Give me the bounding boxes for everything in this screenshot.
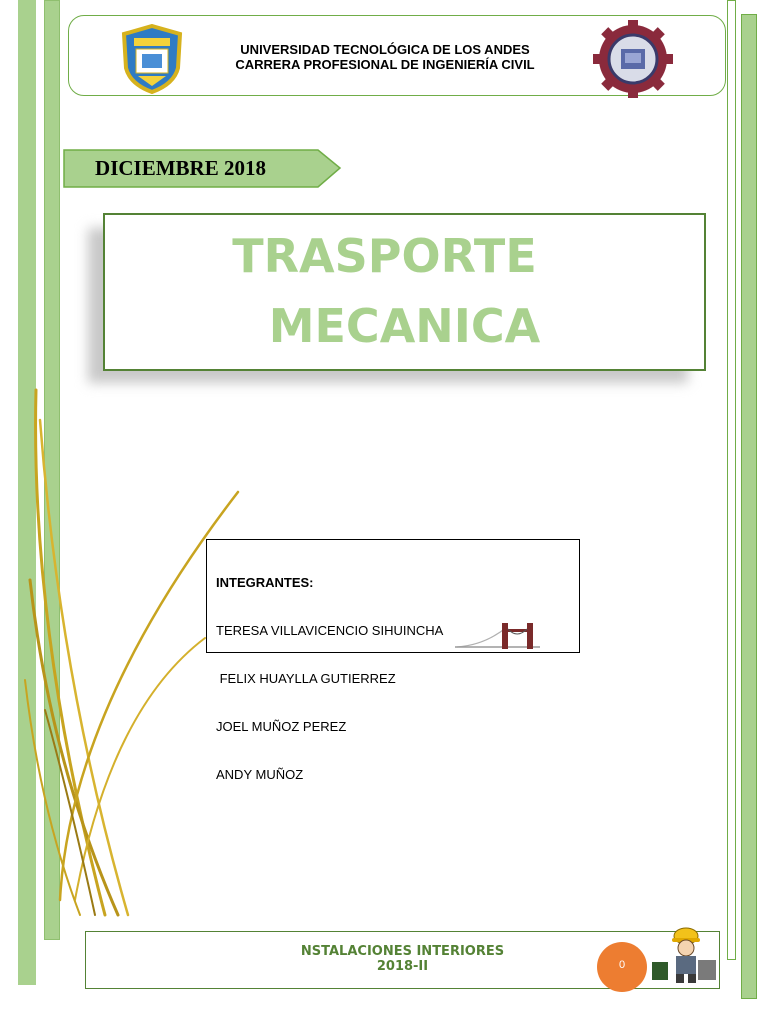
- university-crest-icon: [118, 24, 186, 94]
- title-line-2: MECANICA: [268, 299, 541, 353]
- right-decor-bar-inner: [727, 0, 736, 960]
- page-number-badge: 0: [597, 942, 647, 992]
- members-heading: INTEGRANTES:: [216, 575, 314, 590]
- title-line-1: TRASPORTE: [232, 229, 537, 283]
- member-name: JOEL MUÑOZ PEREZ: [216, 719, 347, 734]
- construction-worker-icon: [650, 924, 718, 984]
- footer-course-name: NSTALACIONES INTERIORES: [300, 944, 505, 959]
- civil-engineering-gear-icon: [590, 20, 676, 98]
- bridge-icon: [455, 615, 540, 651]
- member-name: ANDY MUÑOZ: [216, 767, 304, 782]
- members-list: [216, 543, 443, 799]
- right-decor-bar-outer: [741, 14, 757, 999]
- university-name: UNIVERSIDAD TECNOLÓGICA DE LOS ANDES: [240, 42, 530, 57]
- footer-semester: 2018-II: [376, 959, 429, 974]
- member-name: TERESA VILLAVICENCIO SIHUINCHA: [216, 623, 444, 638]
- career-name: CARRERA PROFESIONAL DE INGENIERÍA CIVIL: [235, 57, 535, 72]
- date-label: DICIEMBRE 2018: [95, 156, 266, 180]
- header-institution-text: [190, 42, 580, 72]
- footer-course-text: [260, 944, 545, 974]
- title-box: [103, 213, 706, 371]
- member-name: FELIX HUAYLLA GUTIERREZ: [216, 671, 396, 686]
